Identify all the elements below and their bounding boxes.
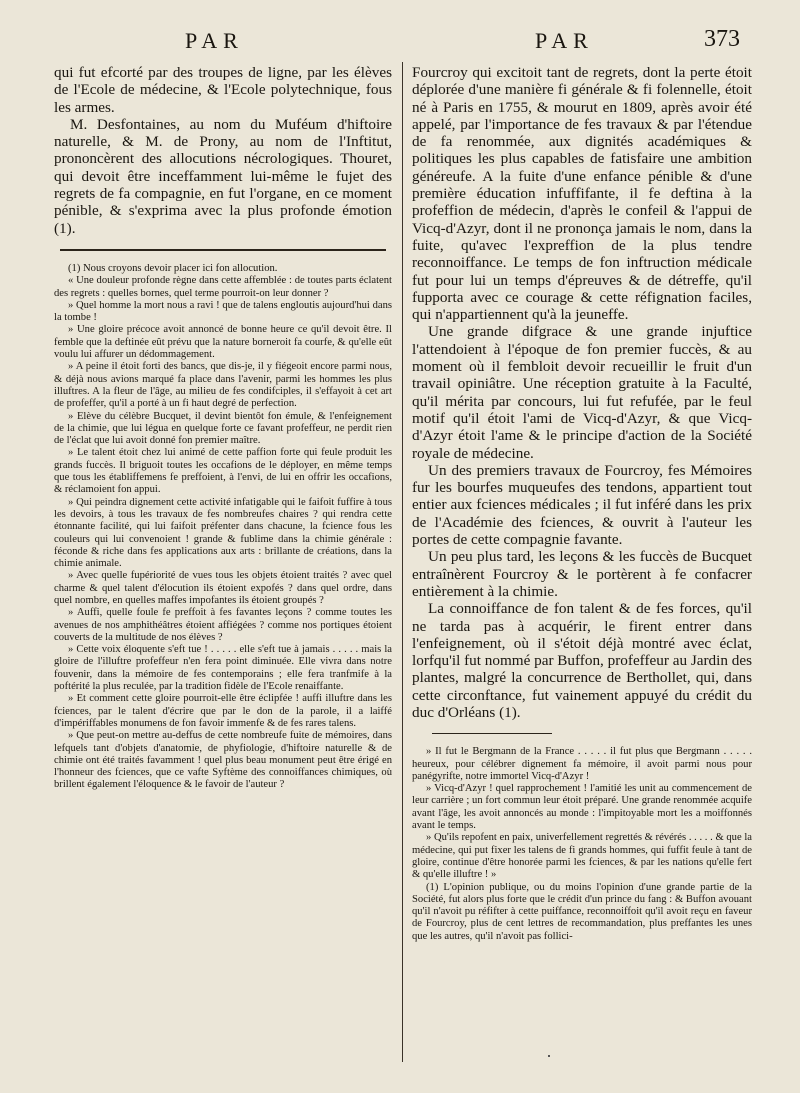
footnote-paragraph: » Auffi, quelle foule fe preffoit à fes favantes leçons ? comme toutes les avenues de nos amphithéâtres étoient affiégées ? comme nos portiques étoient couverts de la multitude de nos élèves ? xyxy=(54,607,392,643)
footnote-paragraph: » Qu'ils repofent en paix, univerfellement regrettés & révérés . . . . . & que la médecine, qui put fixer les talens de fi grands hommes, qui fuffit feule à tant de gloire, continue d'être honorée parmi les fciences, & par les nations qu'elle fert & qu'elle illuftre ! » xyxy=(412,832,752,881)
footnote-paragraph: » Elève du célèbre Bucquet, il devint bientôt fon émule, & l'enfeignement de la chimie, que lui légua en quelque forte ce favant profeffeur, ne perdit rien de l'éclat que lui avoit donné fon premier maître. xyxy=(54,410,392,447)
right-body-text xyxy=(412,64,752,721)
body-paragraph: Fourcroy qui excitoit tant de regrets, dont la perte étoit déplorée d'une manière fi générale & fi folennelle, étoit né à Paris en 1755, & mourut en 1809, après avoir été appelé, par l'importance de fes travaux & par l'étendue de fa renommée, aux dignités académiques & politiques les plus capables de fatisfaire une ambition généreufe. A la fuite d'une enfance pénible & d'une première éducation infuffifante, il fe deftina à la profeffion de médecin, d'après le confeil & l'appui de Vicq-d'Azyr, dont il ne prononça jamais le nom, dans la fuite, qu'avec l'expreffion de la plus tendre reconnoiffance. Le temps de fon inftruction médicale fut pour lui un temps d'épreuves & de détreffe, qu'il fupporta avec ce courage & cette réfignation faciles, qui n'appartiennent qu'à la jeuneffe. xyxy=(412,64,752,324)
page-number: 373 xyxy=(704,26,740,52)
footnote-paragraph: » Avec quelle fupériorité de vues tous les objets étoient traités ? avec quel charme & quel talent d'élocution ils étoient expofés ? dans quel ordre, dans quel nombre, en quelles maffes impofantes ils étoient groupés ? xyxy=(54,570,392,606)
body-paragraph: qui fut efcorté par des troupes de ligne, par les élèves de l'Ecole de médecine, & l'Ecole polytechnique, fous les armes. xyxy=(54,64,392,116)
body-paragraph: M. Desfontaines, au nom du Muféum d'hiftoire naturelle, & M. de Prony, au nom de l'Inftitut, prononcèrent des allocutions nécrologiques. Thouret, qui devoit être inceffamment lui-même le fujet des regrets de fa compagnie, en fut l'organe, en ce moment pénible, & s'exprima avec la plus profonde émotion (1). xyxy=(54,115,392,237)
footnote-paragraph: » Vicq-d'Azyr ! quel rapprochement ! l'amitié les unit au commencement de leur carrière ; un fort commun leur étoit préparé. Une grande renommée acquife avant l'âge, les avoit annoncés au monde : l'impitoyable mort les a moiffonnés avant le temps. xyxy=(412,783,752,832)
footnote-paragraph: » Une gloire précoce avoit annoncé de bonne heure ce qu'il devoit être. Il femble que la deftinée eût prévu que la nature borneroit fa courfe, & qu'elle eût voulu lui affurer un dédommagement. xyxy=(54,324,392,361)
running-title-right: PAR xyxy=(535,28,594,53)
footnote-rule xyxy=(60,249,386,251)
footnote-paragraph: » Il fut le Bergmann de la France . . . . . il fut plus que Bergmann . . . . . heureux, pour célébrer dignement fa mémoire, il avoit parmi nous pour panégyrifte, notre immortel Vicq-d'Azyr ! xyxy=(412,746,752,782)
footnote-paragraph: (1) L'opinion publique, ou du moins l'opinion d'une grande partie de la Société, fut alors plus forte que le crédit d'un prince du fang : & Buffon avouant qu'il n'avoit pu réfifter à cette puiffance, reconnoiffoit qu'il avoit reçu en faveur de Fourcroy, plus de cent lettres de recommandation, plus preffantes les unes que les autres, qu'il n'avoit pas follici- xyxy=(412,881,752,942)
footnote-paragraph: » Que peut-on mettre au-deffus de cette nombreufe fuite de mémoires, dans lefquels tant d'objets d'anatomie, de phyfiologie, d'hiftoire naturelle & de chimie ont été traités favamment ! quel plus beau monument peut être érigé en l'honneur des fciences, que ce vafte Syftème des connoiffances chimiques, où brillent également l'éloquence & le favoir de l'auteur ? xyxy=(54,730,392,791)
footnote-paragraph: » Et comment cette gloire pourroit-elle être éclipfée ! auffi illuftre dans les fciences, par le talent d'écrire que par le don de la parole, il a laiffé d'impériffables monumens de fon favoir immenfe & de fes rares talens. xyxy=(54,693,392,729)
right-column xyxy=(412,64,752,943)
left-body-text xyxy=(54,64,392,237)
right-footnotes xyxy=(412,746,752,943)
footnote-rule xyxy=(432,733,552,734)
column-divider xyxy=(402,62,403,1062)
footnote-paragraph: (1) Nous croyons devoir placer ici fon allocution. xyxy=(68,262,278,274)
footnote-paragraph: » A peine il étoit forti des bancs, que dis-je, il y fiégeoit encore parmi nous, & déjà nous avions marqué fa place dans l'avenir, parmi les hommes les plus illuftres. A la fleur de l'âge, au milieu de fes condifciples, il s'effayoit à cet art de profeffer, qu'il a porté à un fi haut degré de perfection. xyxy=(54,361,392,410)
running-title-left: PAR xyxy=(185,28,244,53)
body-paragraph: Un des premiers travaux de Fourcroy, fes Mémoires fur les bourfes muqueufes des tendons, appartient tout entier aux fciences médicales ; il fut inféré dans les prix de l'Académie des fciences, & ouvrit à l'auteur les portes de cette compagnie favante. xyxy=(412,461,752,549)
body-paragraph: La connoiffance de fon talent & de fes forces, qu'il ne tarda pas à acquérir, le firent entrer dans l'enfeignement, où il s'étoit déjà montré avec éclat, lorfqu'il fut nommé par Buffon, profeffeur au Jardin des plantes, malgré la concurrence de Berthollet, qui, dans cette circonftance, fut vainement appuyé du crédit du duc d'Orléans (1). xyxy=(412,600,752,721)
ink-speck xyxy=(548,1055,550,1057)
body-paragraph: Une grande difgrace & une grande injuftice l'attendoient à l'époque de fon premier fuccès, & au moment où il fembloit devoir recueillir le fruit d'un travail opiniâtre. Une réception gratuite à la Faculté, qu'il mérita par concours, lui fut refufée, par le feul motif qu'il étoit l'ami de Vicq-d'Azyr, & que Vicq-d'Azyr étoit l'ame & le principe d'action de la Société royale de médecine. xyxy=(412,323,752,462)
left-footnotes xyxy=(54,263,392,792)
footnote-paragraph: » Cette voix éloquente s'eft tue ! . . . . . elle s'eft tue à jamais . . . . . mais la gloire de l'illuftre profeffeur n'en fera point diminuée. Elle vivra dans notre fouvenir, dans la mémoire de fes contemporains ; elle fera tranfmife à la poftérité la plus reculée, par la tradition fidèle de l'Ecole renaiffante. xyxy=(54,644,392,693)
footnote-paragraph: « Une douleur profonde règne dans cette affemblée : de toutes parts éclatent des regrets : quelles bornes, quel terme pourroit-on leur donner ? xyxy=(54,275,392,299)
running-header xyxy=(0,28,800,62)
footnote-paragraph: » Quel homme la mort nous a ravi ! que de talens engloutis aujourd'hui dans la tombe ! xyxy=(54,299,392,324)
footnote-paragraph: » Le talent étoit chez lui animé de cette paffion forte qui feule produit les grands fuccès. Il briguoit toutes les occafions de le déployer, en même temps que tous les établiffemens fe preffoient, à l'envi, de lui en offrir les occafions, & réclamoient fon appui. xyxy=(54,447,392,496)
body-paragraph: Un peu plus tard, les leçons & les fuccès de Bucquet entraînèrent Fourcroy & le portèrent à fe confacrer entièrement à la chimie. xyxy=(412,548,752,600)
footnote-paragraph: » Qui peindra dignement cette activité infatigable qui le faifoit fuffire à tous les devoirs, à tous les travaux de fes nombreufes chaires ? qui rendra cette étonnante facilité, qui lui faifoit préfenter dans chacune, la fcience fous les couleurs qui lui convenoient ! grande & fublime dans la chimie générale : féconde & riche dans fes applications aux arts : brillante de créations, dans la chimie animale. xyxy=(54,496,392,570)
left-column xyxy=(54,64,392,792)
